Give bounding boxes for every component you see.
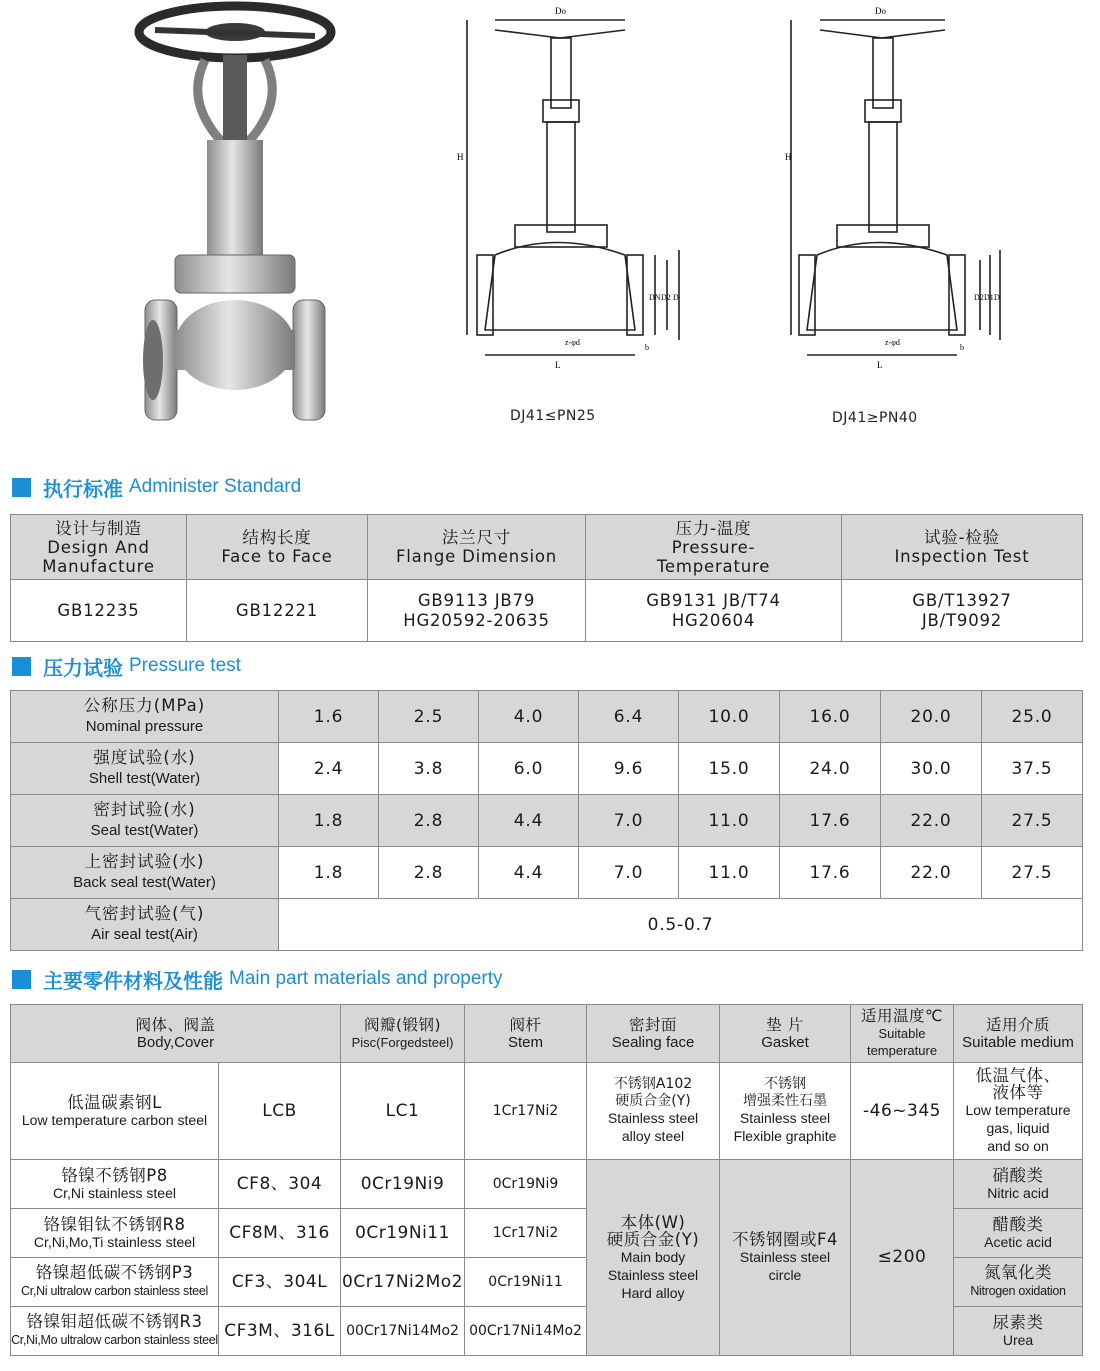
value-cell: 3.8	[379, 743, 479, 795]
value-cell: 2.8	[379, 795, 479, 847]
medium-cell: 尿素类 Urea	[954, 1307, 1083, 1356]
value-cell: 37.5	[982, 743, 1083, 795]
material-stem: 0Cr19Ni11	[465, 1258, 587, 1307]
material-name: 铬镍不锈钢P8 Cr,Ni stainless steel	[11, 1160, 219, 1209]
medium-cell: 氮氧化类 Nitrogen oxidation	[954, 1258, 1083, 1307]
pressure-row-back-seal	[11, 847, 1083, 899]
value-cell: 24.0	[780, 743, 881, 795]
cell-inspection: GB/T13927 JB/T9092	[842, 580, 1083, 642]
value-cell: 4.0	[479, 691, 579, 743]
material-name: 低温碳素钢L Low temperature carbon steel	[11, 1063, 219, 1160]
row-label: 强度试验(水) Shell test(Water)	[11, 743, 279, 795]
header-inspection: 试验-检验 Inspection Test	[842, 515, 1083, 580]
row-label: 公称压力(MPa) Nominal pressure	[11, 691, 279, 743]
sealing-face-cell: 不锈钢A102 硬质合金(Y) Stainless steel alloy steel	[587, 1063, 720, 1160]
gasket-cell: 不锈钢圈或F4 Stainless steel circle	[720, 1160, 851, 1356]
value-cell: 1.8	[279, 795, 379, 847]
value-cell: 7.0	[579, 795, 679, 847]
value-cell: 11.0	[679, 847, 780, 899]
header-disc: 阀瓣(锻钢) Pisc(Forgedsteel)	[341, 1005, 465, 1063]
medium-cell: 醋酸类 Acetic acid	[954, 1209, 1083, 1258]
row-label: 上密封试验(水) Back seal test(Water)	[11, 847, 279, 899]
header-sealing-face: 密封面 Sealing face	[587, 1005, 720, 1063]
pressure-row-nominal	[11, 691, 1083, 743]
value-cell: 22.0	[881, 847, 982, 899]
row-label: 密封试验(水) Seal test(Water)	[11, 795, 279, 847]
section-marker-icon	[12, 478, 31, 497]
value-cell: 4.4	[479, 795, 579, 847]
section-marker-icon	[12, 970, 31, 989]
sealing-face-cell: 本体(W) 硬质合金(Y) Main body Stainless steel Hard alloy	[587, 1160, 720, 1356]
row-label: 气密封试验(气) Air seal test(Air)	[11, 899, 279, 951]
material-stem: 00Cr17Ni14Mo2	[465, 1307, 587, 1356]
value-cell: 6.4	[579, 691, 679, 743]
drawing-dj41-pn25	[455, 0, 700, 400]
value-cell: 9.6	[579, 743, 679, 795]
value-cell: 2.4	[279, 743, 379, 795]
value-cell: 17.6	[780, 847, 881, 899]
gasket-cell: 不锈钢 增强柔性石墨 Stainless steel Flexible graphite	[720, 1063, 851, 1160]
value-cell: 2.8	[379, 847, 479, 899]
label-do: Do	[555, 6, 566, 16]
section-title-en: Main part materials and property	[229, 968, 503, 989]
section-header-standard	[12, 474, 301, 500]
value-cell: 20.0	[881, 691, 982, 743]
pressure-row-shell	[11, 743, 1083, 795]
value-cell: 17.6	[780, 795, 881, 847]
label-h: H	[457, 152, 464, 162]
section-title-cn: 执行标准	[43, 476, 123, 501]
product-images	[0, 0, 1100, 440]
value-cell: 1.6	[279, 691, 379, 743]
material-stem: 0Cr19Ni9	[465, 1160, 587, 1209]
header-design: 设计与制造 Design And Manufacture	[11, 515, 187, 580]
label-z-phi-d: z-φd	[565, 338, 580, 347]
medium-cell: 低温气体、 液体等 Low temperature gas, liquid and so on	[954, 1063, 1083, 1160]
value-cell: 25.0	[982, 691, 1083, 743]
label-l-2: L	[877, 360, 883, 370]
air-seal-value: 0.5-0.7	[279, 899, 1083, 951]
label-l: L	[555, 360, 561, 370]
cell-face-to-face: GB12221	[187, 580, 368, 642]
standard-header-row	[11, 515, 1083, 580]
material-row	[11, 1063, 1083, 1160]
label-d2: D2	[661, 293, 671, 302]
material-disc: 0Cr19Ni11	[341, 1209, 465, 1258]
header-body-cover: 阀体、阀盖 Body,Cover	[11, 1005, 341, 1063]
header-face-to-face: 结构长度 Face to Face	[187, 515, 368, 580]
material-stem: 1Cr17Ni2	[465, 1063, 587, 1160]
value-cell: 27.5	[982, 795, 1083, 847]
material-disc: 0Cr17Ni2Mo2	[341, 1258, 465, 1307]
label-d2-2: D2	[974, 293, 984, 302]
cell-flange: GB9113 JB79 HG20592-20635	[368, 580, 586, 642]
material-disc: LC1	[341, 1063, 465, 1160]
material-name: 铬镍超低碳不锈钢P3 Cr,Ni ultralow carbon stainless steel	[11, 1258, 219, 1307]
header-temperature: 适用温度℃ Suitable temperature	[851, 1005, 954, 1063]
header-flange: 法兰尺寸 Flange Dimension	[368, 515, 586, 580]
value-cell: 16.0	[780, 691, 881, 743]
cell-design: GB12235	[11, 580, 187, 642]
valve-photo	[125, 0, 345, 440]
material-disc: 00Cr17Ni14Mo2	[341, 1307, 465, 1356]
value-cell: 15.0	[679, 743, 780, 795]
drawing-dj41-pn40	[785, 0, 1020, 400]
label-dn: DN	[649, 293, 661, 302]
caption-drawing2: DJ41≥PN40	[832, 410, 918, 426]
temperature-cell: ≤200	[851, 1160, 954, 1356]
material-name: 铬镍钼钛不锈钢R8 Cr,Ni,Mo,Ti stainless steel	[11, 1209, 219, 1258]
header-medium: 适用介质 Suitable medium	[954, 1005, 1083, 1063]
material-grade: CF8M、316	[219, 1209, 341, 1258]
standard-table	[10, 514, 1083, 642]
label-b: b	[645, 343, 649, 352]
section-title-en: Administer Standard	[129, 476, 302, 497]
label-z-phi-d-2: z-φd	[885, 338, 900, 347]
section-title-en: Pressure test	[129, 655, 241, 676]
material-name: 铬镍钼超低碳不锈钢R3 Cr,Ni,Mo ultralow carbon stainless steel	[11, 1307, 219, 1356]
section-header-materials	[12, 966, 503, 992]
label-d: D	[673, 293, 679, 302]
section-title-cn: 压力试验	[43, 655, 123, 680]
medium-cell: 硝酸类 Nitric acid	[954, 1160, 1083, 1209]
value-cell: 2.5	[379, 691, 479, 743]
pressure-table	[10, 690, 1083, 951]
label-d-2: D	[994, 293, 1000, 302]
material-grade: CF3M、316L	[219, 1307, 341, 1356]
standard-value-row	[11, 580, 1083, 642]
material-disc: 0Cr19Ni9	[341, 1160, 465, 1209]
section-title-cn: 主要零件材料及性能	[43, 968, 223, 993]
value-cell: 27.5	[982, 847, 1083, 899]
value-cell: 6.0	[479, 743, 579, 795]
material-row	[11, 1160, 1083, 1209]
value-cell: 10.0	[679, 691, 780, 743]
header-gasket: 垫 片 Gasket	[720, 1005, 851, 1063]
material-stem: 1Cr17Ni2	[465, 1209, 587, 1258]
material-grade: LCB	[219, 1063, 341, 1160]
header-stem: 阀杆 Stem	[465, 1005, 587, 1063]
caption-drawing1: DJ41≤PN25	[510, 408, 596, 424]
label-b-2: b	[960, 343, 964, 352]
header-pressure-temperature: 压力-温度 Pressure- Temperature	[586, 515, 842, 580]
material-grade: CF3、304L	[219, 1258, 341, 1307]
label-h-2: H	[785, 152, 792, 162]
label-do-2: Do	[875, 6, 886, 16]
value-cell: 22.0	[881, 795, 982, 847]
value-cell: 11.0	[679, 795, 780, 847]
value-cell: 7.0	[579, 847, 679, 899]
section-header-pressure	[12, 653, 241, 679]
temperature-cell: -46~345	[851, 1063, 954, 1160]
materials-table	[10, 1004, 1083, 1356]
materials-header-row	[11, 1005, 1083, 1063]
value-cell: 4.4	[479, 847, 579, 899]
value-cell: 30.0	[881, 743, 982, 795]
pressure-row-seal	[11, 795, 1083, 847]
section-marker-icon	[12, 657, 31, 676]
label-d1-2: D1	[984, 293, 994, 302]
value-cell: 1.8	[279, 847, 379, 899]
pressure-row-air	[11, 899, 1083, 951]
material-grade: CF8、304	[219, 1160, 341, 1209]
cell-pressure-temperature: GB9131 JB/T74 HG20604	[586, 580, 842, 642]
